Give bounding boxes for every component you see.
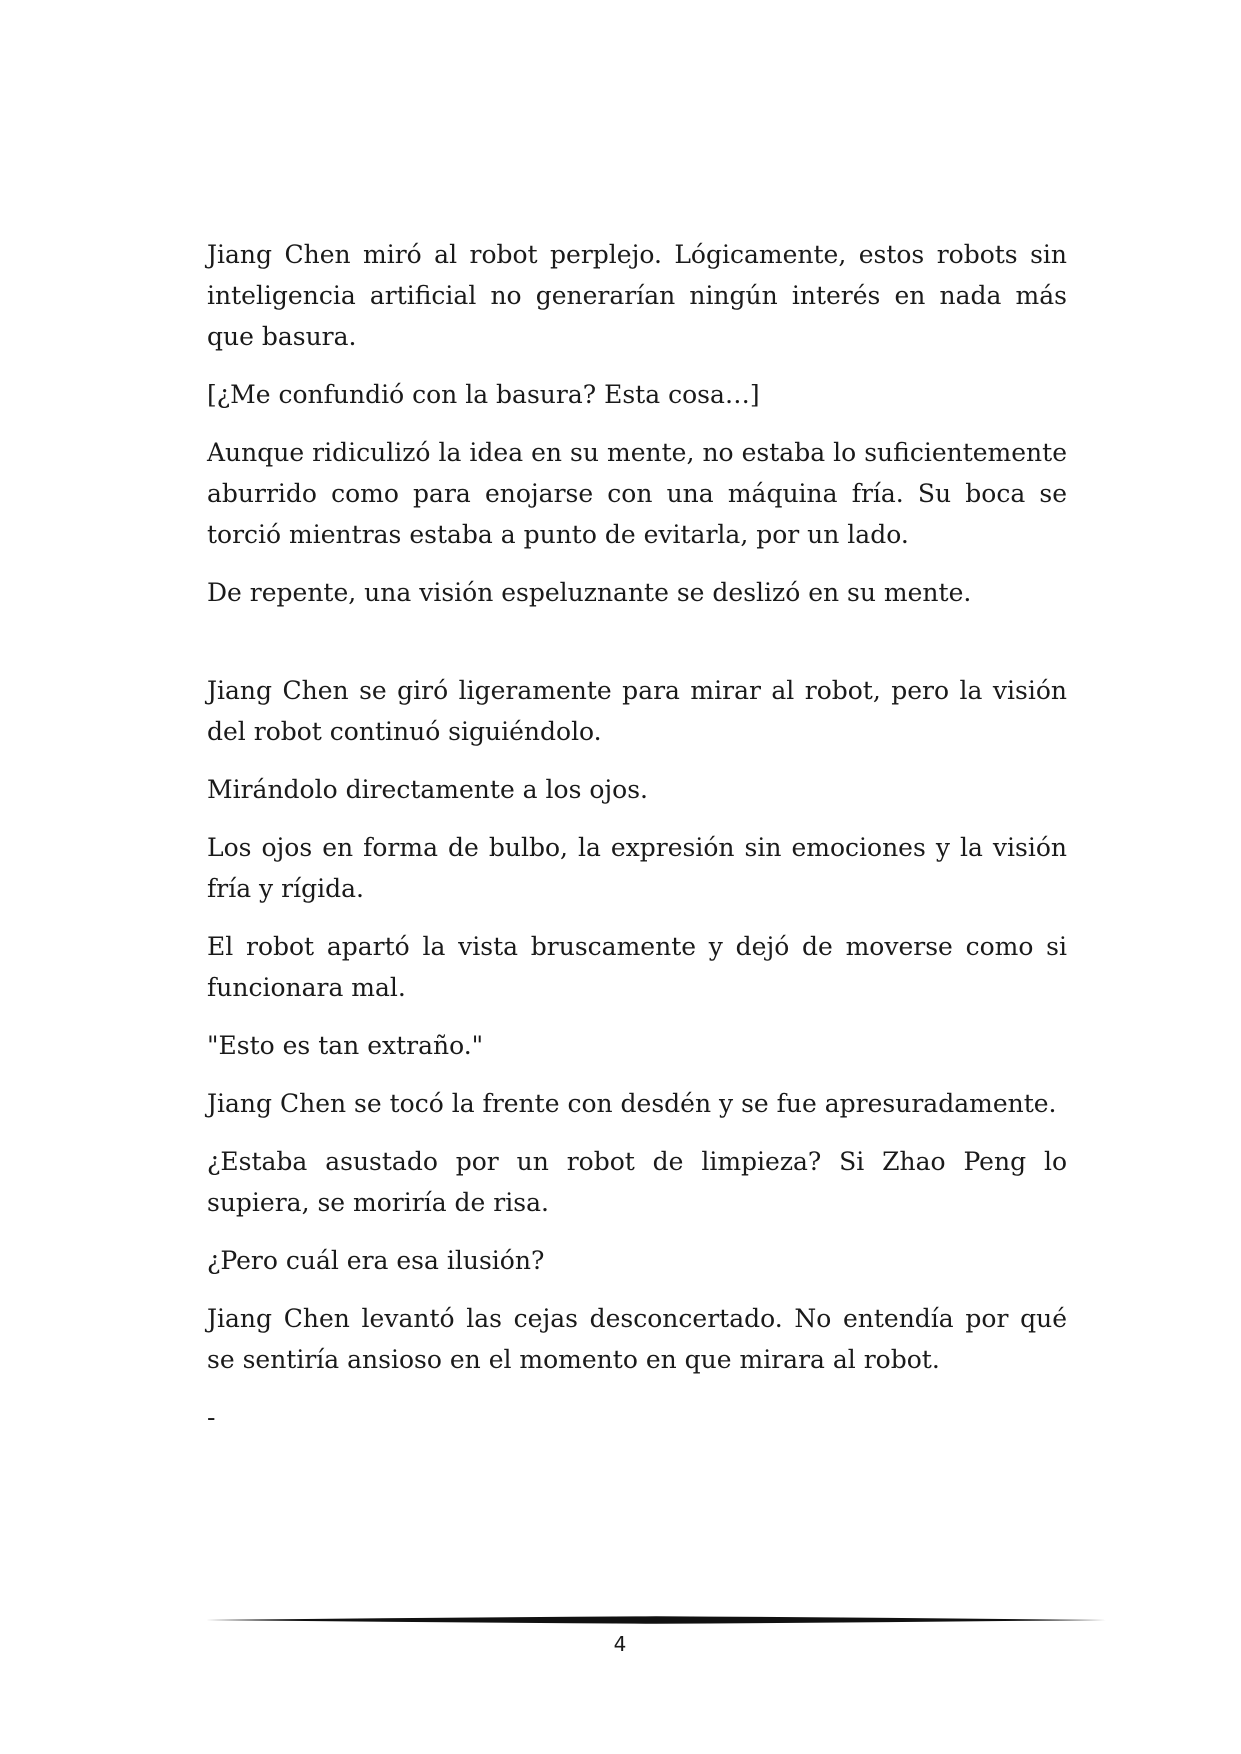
paragraph: Jiang Chen levantó las cejas desconcertado. No entendía por qué se sentiría ansioso en el momento en que mirara al robot. (207, 1304, 1067, 1374)
paragraph: ¿Pero cuál era esa ilusión? (207, 1246, 545, 1275)
footer-rule (206, 1614, 1106, 1626)
body-text (207, 234, 1067, 1455)
paragraph: ¿Estaba asustado por un robot de limpieza? Si Zhao Peng lo supiera, se moriría de risa. (207, 1147, 1067, 1217)
paragraph: El robot apartó la vista bruscamente y dejó de moverse como si funcionara mal. (207, 932, 1067, 1002)
paragraph: "Esto es tan extraño." (207, 1031, 484, 1060)
section-dash: - (207, 1403, 216, 1432)
paragraph: Mirándolo directamente a los ojos. (207, 775, 648, 804)
paragraph: Jiang Chen se giró ligeramente para mirar al robot, pero la visión del robot continuó siguiéndolo. (207, 676, 1067, 746)
paragraph: Los ojos en forma de bulbo, la expresión sin emociones y la visión fría y rígida. (207, 833, 1067, 903)
paragraph: Aunque ridiculizó la idea en su mente, no estaba lo suficientemente aburrido como para enojarse con una máquina fría. Su boca se torció mientras estaba a punto de evitarla, por un lado. (207, 438, 1067, 549)
paragraph: [¿Me confundió con la basura? Esta cosa…] (207, 380, 760, 409)
page-number: 4 (613, 1632, 627, 1656)
paragraph: De repente, una visión espeluznante se deslizó en su mente. (207, 578, 972, 607)
paragraph: Jiang Chen miró al robot perplejo. Lógicamente, estos robots sin inteligencia artificial no generarían ningún interés en nada más que basura. (207, 240, 1067, 351)
paragraph: Jiang Chen se tocó la frente con desdén y se fue apresuradamente. (207, 1089, 1057, 1118)
